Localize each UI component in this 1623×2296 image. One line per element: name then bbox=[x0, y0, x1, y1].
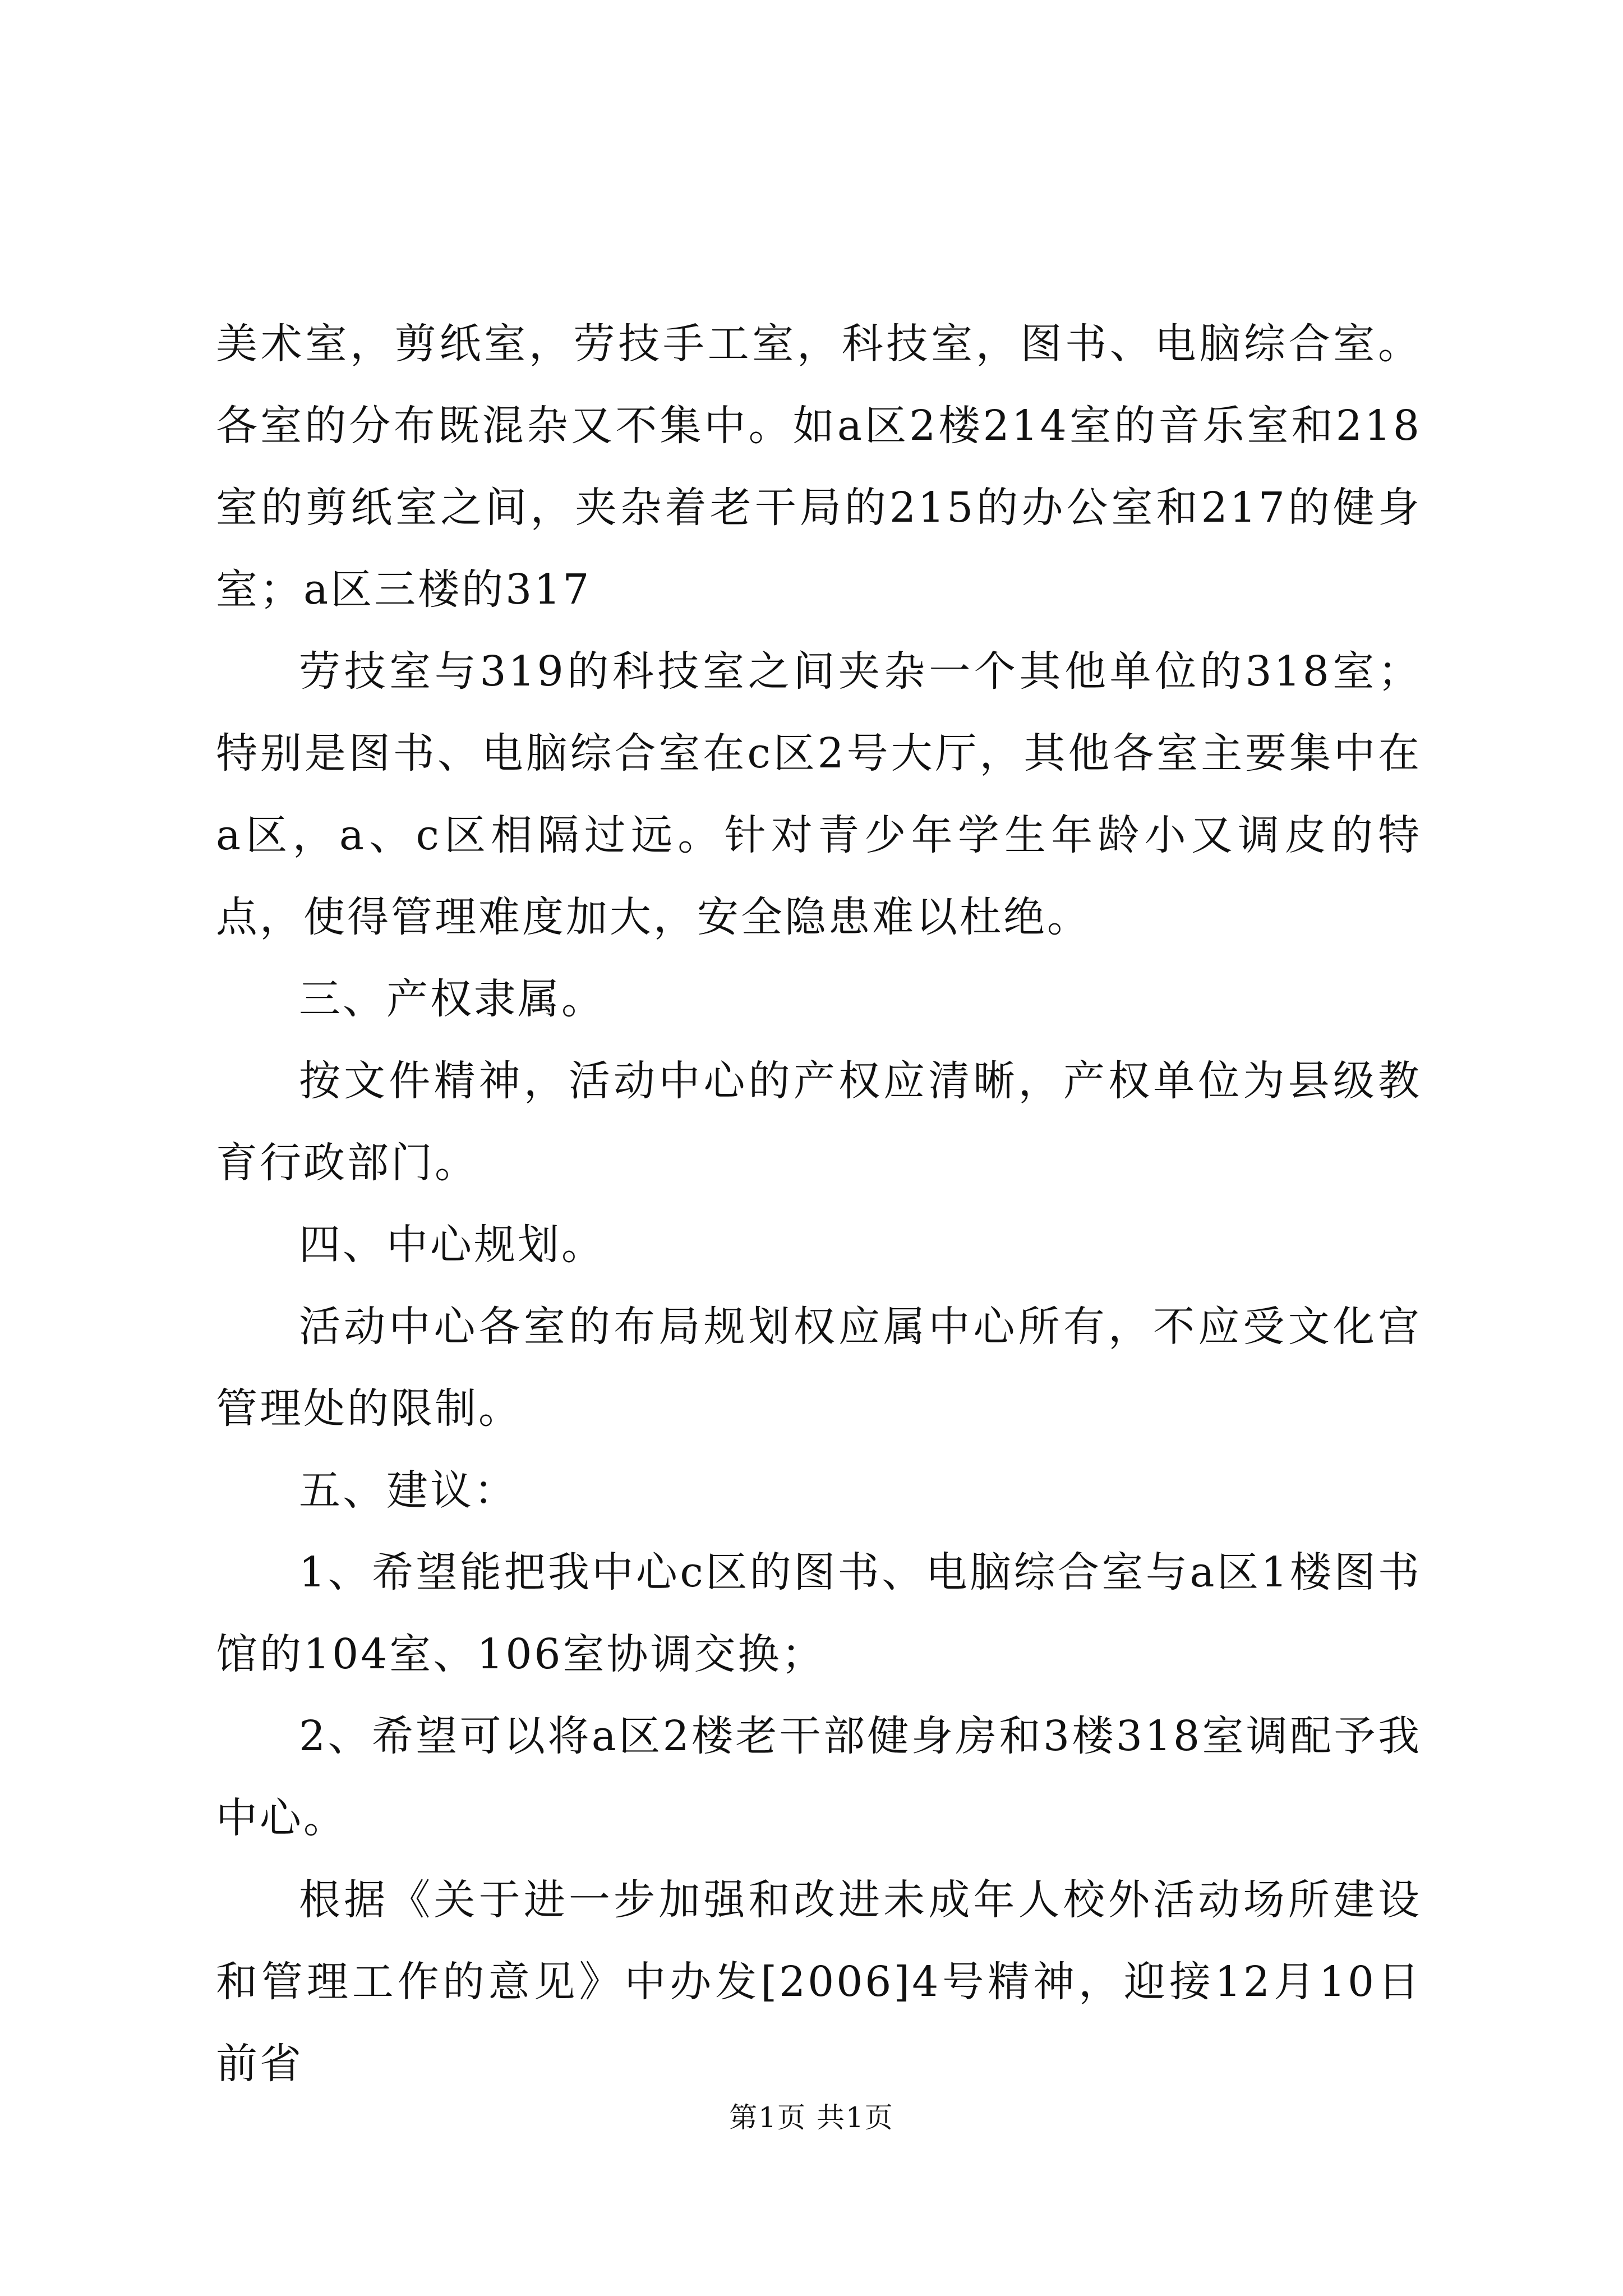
paragraph-property-ownership: 按文件精神，活动中心的产权应清晰，产权单位为县级教育行政部门。 bbox=[216, 1057, 1422, 1187]
suggestion-item-1: 1、希望能把我中心c区的图书、电脑综合室与a区1楼图书馆的104室、106室协调交换； bbox=[216, 1548, 1422, 1678]
heading-property-ownership: 三、产权隶属。 bbox=[299, 975, 605, 1023]
heading-suggestions: 五、建议： bbox=[299, 1466, 518, 1515]
document-body bbox=[216, 303, 1422, 2105]
page-number-footer: 第1页 共1页 bbox=[729, 2101, 894, 2134]
paragraph-policy-reference: 根据《关于进一步加强和改进未成年人校外活动场所建设和管理工作的意见》中办发[2006]4号精神，迎接12月10日前省 bbox=[216, 1876, 1422, 2088]
paragraph-room-layout: 劳技室与319的科技室之间夹杂一个其他单位的318室；特别是图书、电脑综合室在c区2号大厅，其他各室主要集中在a区，a、c区相隔过远。针对青少年学生年龄小又调皮的特点，使得管理难度加大，安全隐患难以杜绝。 bbox=[216, 647, 1422, 941]
suggestion-item-2: 2、希望可以将a区2楼老干部健身房和3楼318室调配予我中心。 bbox=[216, 1712, 1422, 1842]
heading-center-planning: 四、中心规划。 bbox=[299, 1221, 605, 1269]
paragraph-room-list: 美术室，剪纸室，劳技手工室，科技室，图书、电脑综合室。各室的分布既混杂又不集中。如a区2楼214室的音乐室和218室的剪纸室之间，夹杂着老干局的215的办公室和217的健身室；a区三楼的317 bbox=[216, 320, 1422, 614]
paragraph-center-planning: 活动中心各室的布局规划权应属中心所有，不应受文化宫管理处的限制。 bbox=[216, 1303, 1422, 1433]
